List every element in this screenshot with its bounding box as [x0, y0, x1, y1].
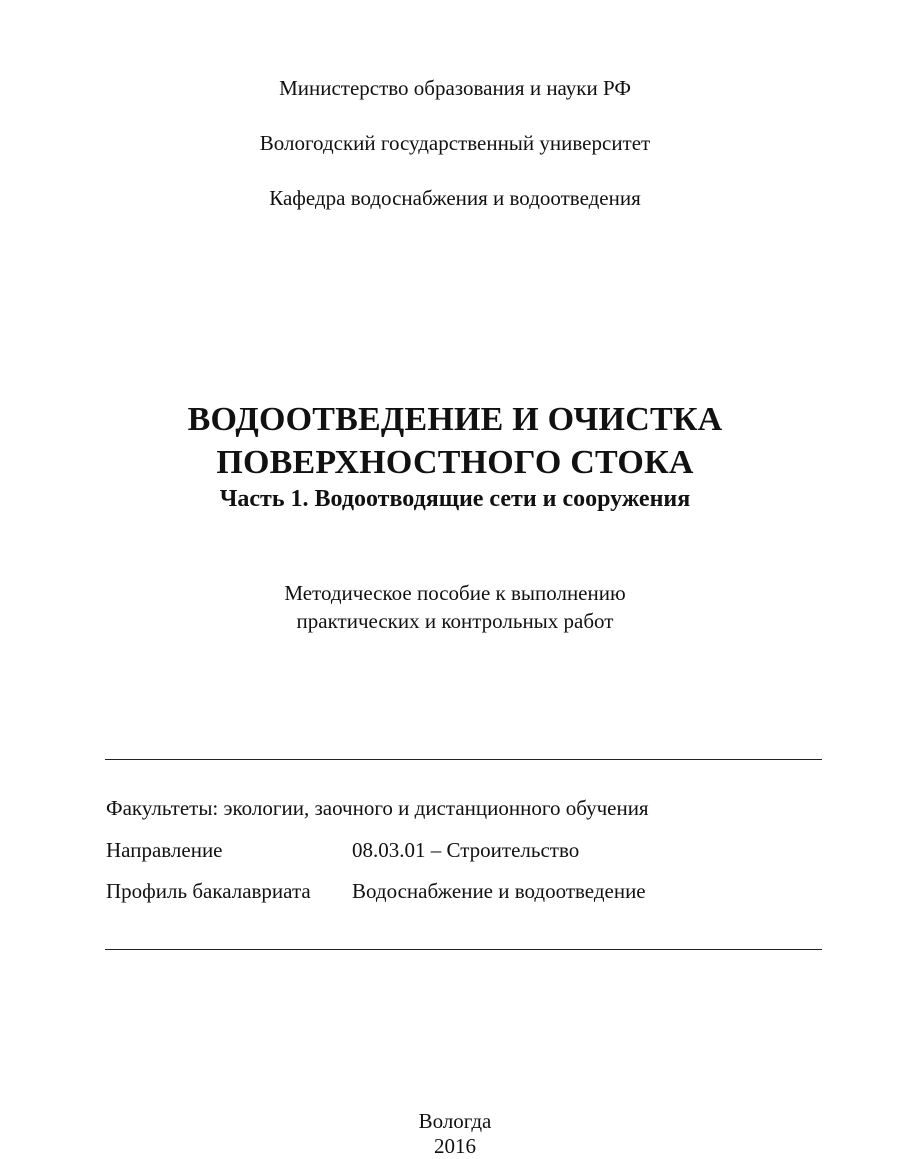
footer-year: 2016: [434, 1134, 476, 1158]
profile-label: Профиль бакалавриата: [106, 879, 311, 903]
document-title-line-2: ПОВЕРХНОСТНОГО СТОКА: [216, 444, 694, 481]
direction-row: [106, 838, 580, 863]
ministry-line: Министерство образования и науки РФ: [279, 76, 631, 100]
description-line-2: практических и контрольных работ: [296, 609, 614, 633]
bottom-divider: [105, 949, 822, 950]
document-title-line-1: ВОДООТВЕДЕНИЕ И ОЧИСТКА: [187, 401, 723, 438]
direction-value: 08.03.01 – Строительство: [352, 838, 580, 862]
footer-city: Вологда: [418, 1109, 492, 1133]
top-divider: [105, 759, 822, 760]
profile-row: [106, 879, 646, 904]
faculties-text: Факультеты: экологии, заочного и дистанционного обучения: [106, 796, 649, 820]
faculties-row: [106, 796, 649, 821]
description-line-1: Методическое пособие к выполнению: [284, 581, 626, 605]
university-line: Вологодский государственный университет: [259, 131, 651, 155]
department-line: Кафедра водоснабжения и водоотведения: [269, 186, 641, 210]
direction-label: Направление: [106, 838, 223, 862]
document-subtitle: Часть 1. Водоотводящие сети и сооружения: [219, 486, 691, 512]
profile-value: Водоснабжение и водоотведение: [352, 879, 646, 903]
